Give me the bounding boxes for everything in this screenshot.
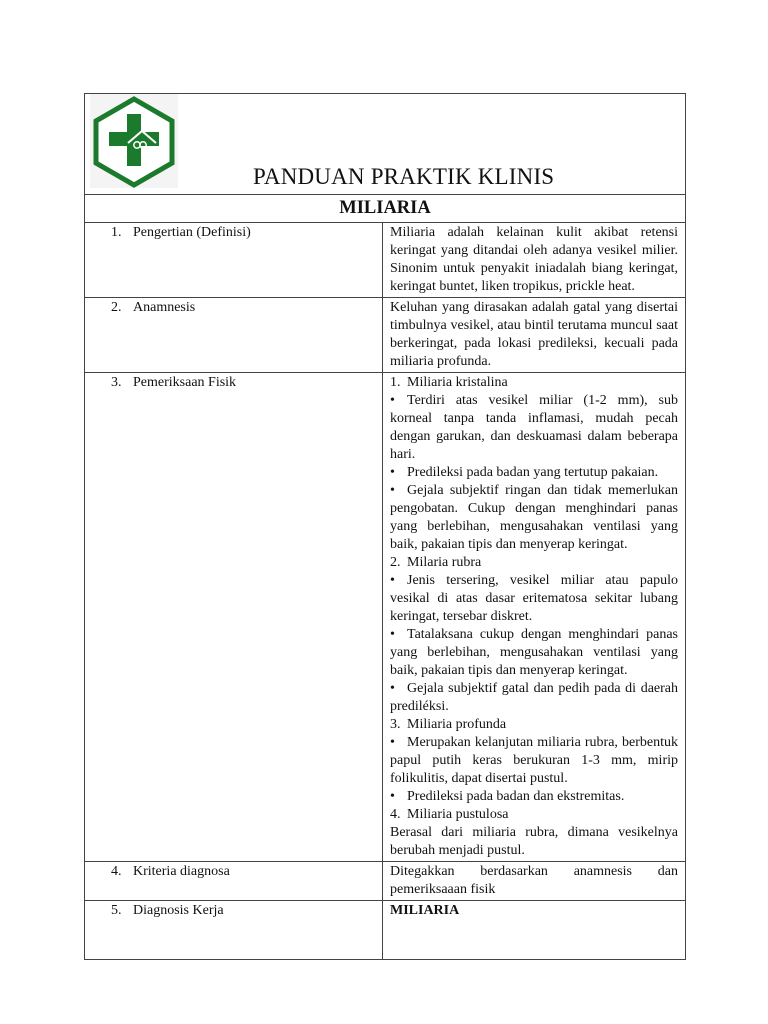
row-content: Miliaria adalah kelainan kulit akibat retensi keringat yang ditandai oleh adanya vesikel milier. Sinonim untuk penyakit iniadalah biang keringat, keringat buntet, liken tropikus, prickle heat. (390, 225, 678, 294)
bullet-item: • Gejala subjektif gatal dan pedih pada di daerah prediléksi. (390, 681, 678, 714)
section-title: 1. Miliaria kristalina (390, 375, 508, 390)
table-row (85, 298, 685, 373)
document-subtitle: MILIARIA (85, 195, 685, 223)
section-title: 4. Miliaria pustulosa (390, 807, 509, 822)
row-content: MILIARIA (390, 903, 460, 918)
row-label: 1. Pengertian (Definisi) (85, 223, 383, 298)
table-row (85, 223, 685, 298)
bullet-item: • Tatalaksana cukup dengan menghindari panas yang berlebihan, mengusahakan ventilasi yang baik, pakaian tipis dan menyerap keringat. (390, 627, 678, 678)
row-content: Ditegakkan berdasarkan anamnesis dan pemeriksaaan fisik (390, 864, 678, 897)
document-sheet (84, 93, 686, 960)
row-label: 2. Anamnesis (85, 298, 383, 373)
table-row (85, 373, 685, 862)
section-text: Berasal dari miliaria rubra, dimana vesikelnya berubah menjadi pustul. (390, 825, 678, 858)
bullet-item: • Merupakan kelanjutan miliaria rubra, berbentuk papul putih keras berukuran 1-3 mm, mirip folikulitis, dapat disertai pustul. (390, 735, 678, 786)
row-label: 4. Kriteria diagnosa (85, 862, 383, 901)
row-label: 3. Pemeriksaan Fisik (85, 373, 383, 862)
table-row (85, 862, 685, 901)
row-label: 5. Diagnosis Kerja (85, 901, 383, 959)
green-cross-logo-icon (90, 94, 178, 188)
row-content: Keluhan yang dirasakan adalah gatal yang disertai timbulnya vesikel, atau bintil terutama muncul saat berkeringat, pada lokasi predileksi, kecuali pada miliaria profunda. (390, 300, 678, 369)
bullet-item: • Predileksi pada badan dan ekstremitas. (390, 789, 625, 804)
bullet-item: • Terdiri atas vesikel miliar (1-2 mm), sub korneal tanpa tanda inflamasi, mudah pecah dengan garukan, dan deskuamasi dalam beberapa hari. (390, 393, 678, 462)
table-row (85, 901, 685, 959)
section-title: 2. Milaria rubra (390, 555, 482, 570)
document-title: PANDUAN PRAKTIK KLINIS (253, 164, 555, 189)
guideline-table (85, 223, 685, 959)
bullet-item: • Gejala subjektif ringan dan tidak memerlukan pengobatan. Cukup dengan menghindari panas yang berlebihan, mengusahakan ventilasi yang baik, pakaian tipis dan menyerap keringat. (390, 483, 678, 552)
bullet-item: • Predileksi pada badan yang tertutup pakaian. (390, 465, 659, 480)
row-content (383, 373, 686, 862)
bullet-item: • Jenis tersering, vesikel miliar atau papulo vesikal di atas dasar eritematosa sekitar lubang keringat, tersebar diskret. (390, 573, 678, 624)
section-title: 3. Miliaria profunda (390, 717, 507, 732)
document-header (85, 94, 685, 195)
